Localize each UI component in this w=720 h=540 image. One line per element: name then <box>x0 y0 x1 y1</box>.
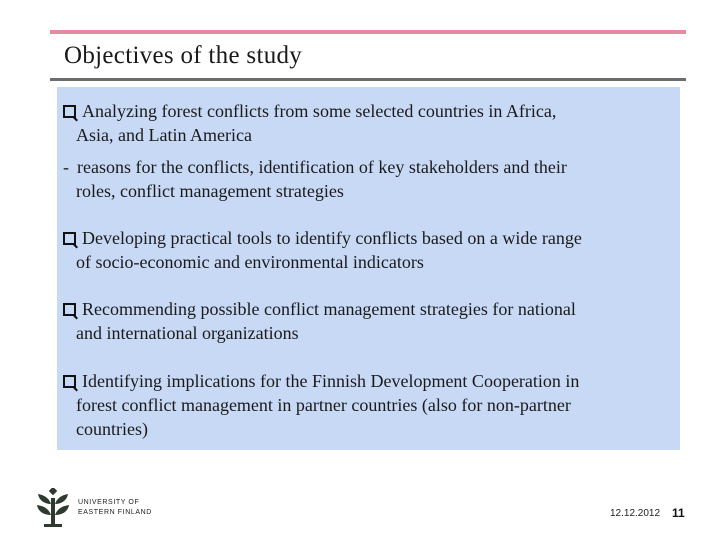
dash-bullet: - <box>63 157 69 177</box>
objective-2-line-2: of socio-economic and environmental indicators <box>76 252 424 272</box>
checkbox-bullet-icon <box>63 303 76 316</box>
logo-text-line-1: UNIVERSITY OF <box>78 499 140 506</box>
objective-3-line-2: and international organizations <box>76 323 299 343</box>
objective-item-4 <box>63 369 673 441</box>
title-divider <box>50 78 686 81</box>
university-logo <box>36 488 152 528</box>
university-name <box>78 498 152 518</box>
objective-4-line-3: countries) <box>76 419 148 439</box>
page-number: 11 <box>672 506 685 520</box>
checkbox-bullet-icon <box>63 105 76 118</box>
top-accent-rule <box>50 30 686 34</box>
checkbox-bullet-icon <box>63 232 76 245</box>
objective-item-3 <box>63 297 673 345</box>
objective-1-line-1: Analyzing forest conflicts from some selected countries in Africa, <box>82 101 557 121</box>
objective-3-line-1: Recommending possible conflict management strategies for national <box>82 299 576 319</box>
objective-subitem <box>63 155 673 203</box>
objective-4-line-2: forest conflict management in partner countries (also for non-partner <box>76 395 571 415</box>
objective-item-2 <box>63 226 673 274</box>
slide-date: 12.12.2012 <box>610 508 661 519</box>
subitem-line-2: roles, conflict management strategies <box>76 181 344 201</box>
university-emblem-icon <box>36 488 70 528</box>
logo-text-line-2: EASTERN FINLAND <box>78 509 152 516</box>
objective-2-line-1: Developing practical tools to identify conflicts based on a wide range <box>82 228 582 248</box>
objectives-box <box>57 87 680 450</box>
objective-4-line-1: Identifying implications for the Finnish Development Cooperation in <box>82 371 580 391</box>
checkbox-bullet-icon <box>63 375 76 388</box>
slide-title: Objectives of the study <box>64 42 303 69</box>
subitem-line-1: reasons for the conflicts, identification of key stakeholders and their <box>77 157 567 177</box>
objective-item-1 <box>63 99 673 147</box>
objective-1-line-2: Asia, and Latin America <box>76 125 252 145</box>
